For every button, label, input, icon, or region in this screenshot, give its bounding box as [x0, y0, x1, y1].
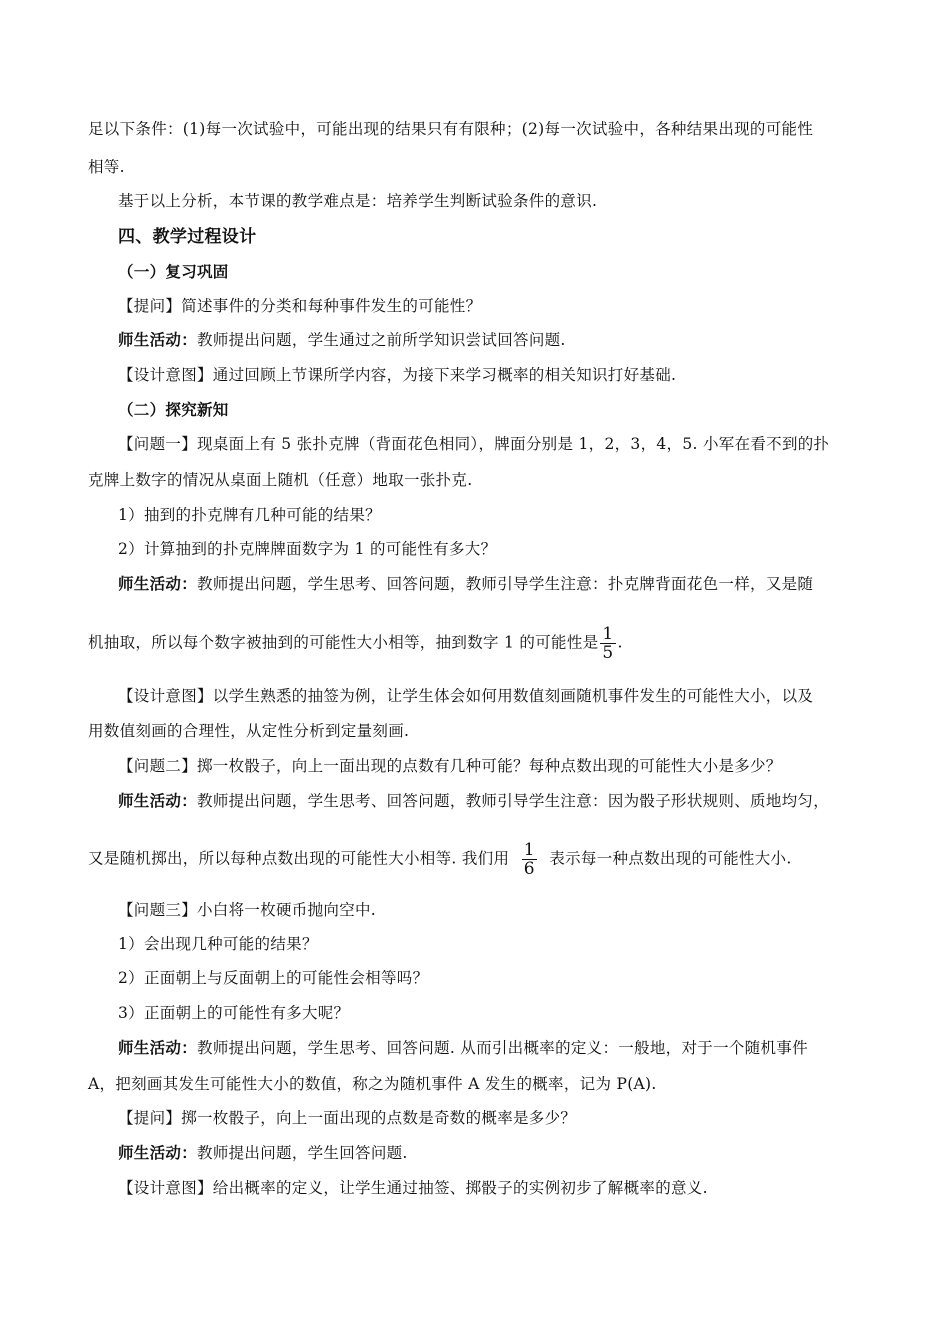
activity-label: 师生活动：: [118, 792, 198, 810]
activity-text: 教师提出问题，学生思考、回答问题. 从而引出概率的定义：一般地，对于一个随机事件: [197, 1039, 808, 1057]
activity-line: A，把刻画其发生可能性大小的数值，称之为随机事件 A 发生的概率，记为 P(A).: [88, 1075, 657, 1093]
fraction-numerator: 1: [523, 840, 535, 860]
paragraph-line: 足以下条件：(1)每一次试验中，可能出现的结果只有有限种；(2)每一次试验中，各种结果出现的可能性: [88, 120, 814, 138]
activity-line: [118, 1143, 408, 1163]
activity-line-with-fraction: [88, 841, 792, 878]
activity-text: 表示每一种点数出现的可能性大小.: [549, 849, 792, 868]
activity-line: [118, 1038, 808, 1058]
problem-line: 【问题三】小白将一枚硬币抛向空中.: [118, 901, 377, 919]
paragraph-line: 基于以上分析，本节课的教学难点是：培养学生判断试验条件的意识.: [118, 192, 598, 210]
activity-line: [118, 330, 566, 350]
activity-text: 教师提出问题，学生思考、回答问题，教师引导学生注意：扑克牌背面花色一样，又是随: [197, 575, 814, 593]
problem-subquestion: 2）计算抽到的扑克牌牌面数字为 1 的可能性有多大？: [118, 540, 497, 558]
activity-text: 教师提出问题，学生回答问题.: [197, 1144, 408, 1162]
activity-line: [118, 791, 829, 811]
design-intent-line: 【设计意图】通过回顾上节课所学内容，为接下来学习概率的相关知识打好基础.: [118, 366, 677, 384]
activity-text: 教师提出问题，学生通过之前所学知识尝试回答问题.: [197, 331, 566, 349]
subsection-heading: （一）复习巩固: [118, 263, 229, 281]
activity-text: 机抽取，所以每个数字被抽到的可能性大小相等，抽到数字 1 的可能性是: [88, 633, 599, 652]
activity-label: 师生活动：: [118, 1039, 198, 1057]
fraction-denominator: 6: [523, 859, 535, 879]
problem-subquestion: 3）正面朝上的可能性有多大呢？: [118, 1004, 350, 1022]
problem-subquestion: 1）抽到的扑克牌有几种可能的结果？: [118, 506, 381, 524]
question-line: 【提问】简述事件的分类和每种事件发生的可能性？: [118, 297, 482, 315]
problem-line: 克牌上数字的情况从桌面上随机（任意）地取一张扑克.: [88, 471, 473, 489]
problem-line: 【问题一】现桌面上有 5 张扑克牌（背面花色相同），牌面分别是 1，2，3，4，5. 小军在看不到的扑: [118, 435, 830, 453]
question-line: 【提问】掷一枚骰子，向上一面出现的点数是奇数的概率是多少？: [118, 1109, 577, 1127]
activity-label: 师生活动：: [118, 331, 198, 349]
fraction-one-fifth: [600, 625, 615, 662]
section-heading: 四、教学过程设计: [118, 227, 257, 247]
problem-subquestion: 2）正面朝上与反面朝上的可能性会相等吗？: [118, 969, 429, 987]
activity-label: 师生活动：: [118, 575, 198, 593]
fraction-one-sixth: [522, 841, 537, 878]
activity-text: 教师提出问题，学生思考、回答问题，教师引导学生注意：因为骰子形状规则、质地均匀，: [197, 792, 830, 810]
design-intent-line: 【设计意图】以学生熟悉的抽签为例，让学生体会如何用数值刻画随机事件发生的可能性大小，以及: [118, 687, 814, 705]
activity-line-with-fraction: [88, 625, 623, 662]
design-intent-line: 【设计意图】给出概率的定义，让学生通过抽签、掷骰子的实例初步了解概率的意义.: [118, 1179, 708, 1197]
problem-line: 【问题二】掷一枚骰子，向上一面出现的点数有几种可能？每种点数出现的可能性大小是多少？: [118, 757, 782, 775]
subsection-heading: （二）探究新知: [118, 401, 229, 419]
paragraph-line: 相等.: [88, 158, 125, 176]
design-intent-line: 用数值刻画的合理性，从定性分析到定量刻画.: [88, 722, 410, 740]
fraction-numerator: 1: [602, 624, 614, 644]
activity-line: [118, 574, 813, 594]
fraction-denominator: 5: [602, 643, 614, 663]
activity-label: 师生活动：: [118, 1144, 198, 1162]
activity-text: 又是随机掷出，所以每种点数出现的可能性大小相等. 我们用: [88, 849, 510, 868]
period: .: [617, 633, 623, 652]
problem-subquestion: 1）会出现几种可能的结果？: [118, 935, 318, 953]
